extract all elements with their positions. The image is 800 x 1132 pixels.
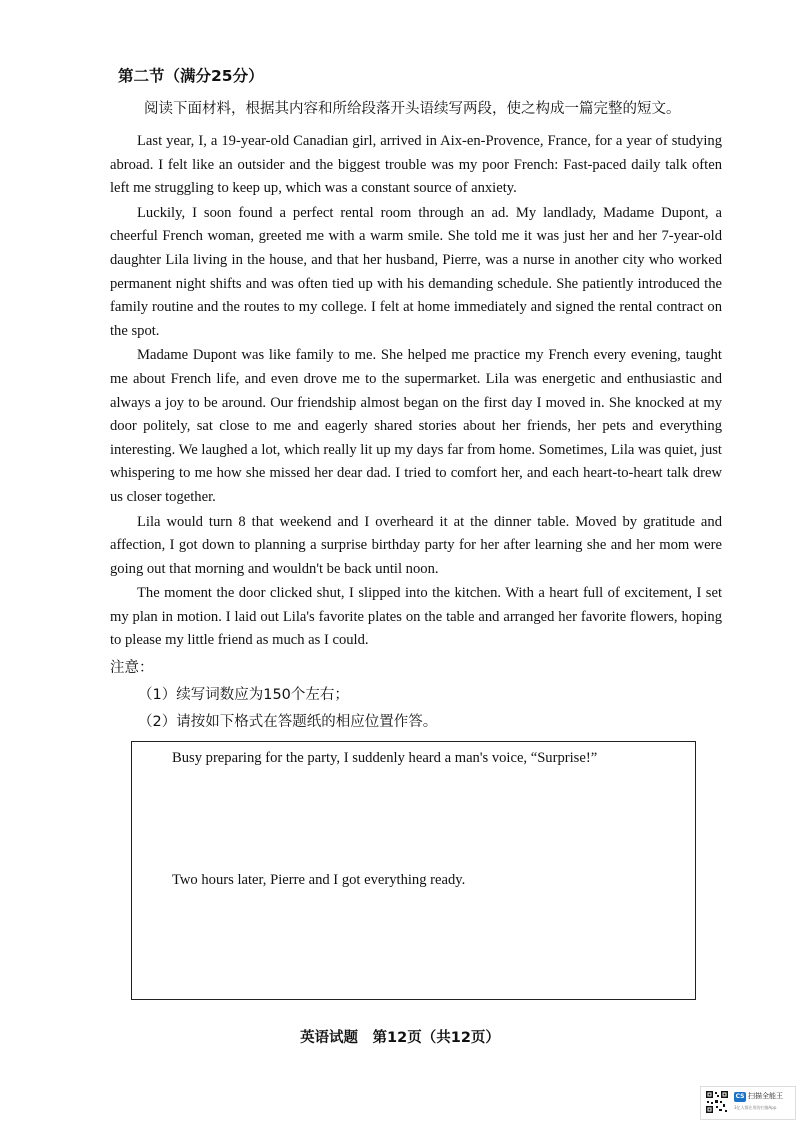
page-footer: 英语试题 第12页（共12页）	[300, 1030, 500, 1046]
passage-paragraph: The moment the door clicked shut, I slipped into the kitchen. With a heart full of excitement, I set my plan in motion. I laid out Lila's favorite plates on the table and arranged her favorite flowers, hoping to please my little friend as much as I could.	[110, 585, 722, 649]
scanner-watermark	[700, 1086, 796, 1120]
note-item: （2）请按如下格式在答题纸的相应位置作答。	[138, 714, 438, 730]
app-name: 扫描全能王	[748, 1092, 783, 1100]
passage-paragraph: Madame Dupont was like family to me. She helped me practice my French every evening, taught me about French life, and even drove me to the supermarket. Lila was energetic and enthusiastic and always a joy to be around. Our friendship almost began on the first day I moved in. She knocked at my door politely, sat close to me and eagerly shared stories about her friends, her pets and everything interesting. We laughed a lot, which really lit up my days far from home. Sometimes, Lila was quiet, just whispering to me how she missed her dear dad. I tried to comfort her, and each heart-to-heart talk drew us closer together.	[110, 347, 722, 505]
notes-label: 注意：	[110, 660, 154, 676]
camscanner-logo: CS	[735, 1093, 745, 1100]
qr-code-icon	[705, 1090, 729, 1114]
task-instruction: 阅读下面材料，根据其内容和所给段落开头语续写两段，使之构成一篇完整的短文。	[144, 101, 681, 117]
note-item: （1）续写词数应为150个左右；	[138, 687, 349, 703]
section-title: 第二节（满分25分）	[118, 67, 264, 85]
passage-paragraph: Luckily, I soon found a perfect rental room through an ad. My landlady, Madame Dupont, a cheerful French woman, greeted me with a warm smile. She told me it was just her and her 7-year-old daughter Lila living in the house, and that her husband, Pierre, was a nurse in another city who worked permanent night shifts and was often tied up with his demanding schedule. She patiently introduced the family routine and the routes to my college. I felt at home immediately and signed the rental contract on the spot.	[110, 204, 722, 339]
passage-paragraph: Last year, I, a 19-year-old Canadian girl, arrived in Aix-en-Provence, France, for a year of studying abroad. I felt like an outsider and the biggest trouble was my poor French: Fast-paced daily talk often left me struggling to keep up, which was a constant source of anxiety.	[110, 133, 722, 197]
notes-section	[110, 656, 437, 737]
reading-passage	[110, 130, 722, 654]
passage-paragraph: Lila would turn 8 that weekend and I overheard it at the dinner table. Moved by gratitude and affection, I got down to planning a surprise birthday party for her after learning she and her mom were going out that morning and wouldn't be back until noon.	[110, 513, 722, 577]
app-tagline: 3亿人都在用的扫描App	[734, 1105, 777, 1110]
paragraph-opening-1: Busy preparing for the party, I suddenly heard a man's voice, “Surprise!”	[172, 750, 598, 766]
answer-format-box	[131, 741, 696, 1000]
paragraph-opening-2: Two hours later, Pierre and I got everything ready.	[172, 872, 466, 888]
